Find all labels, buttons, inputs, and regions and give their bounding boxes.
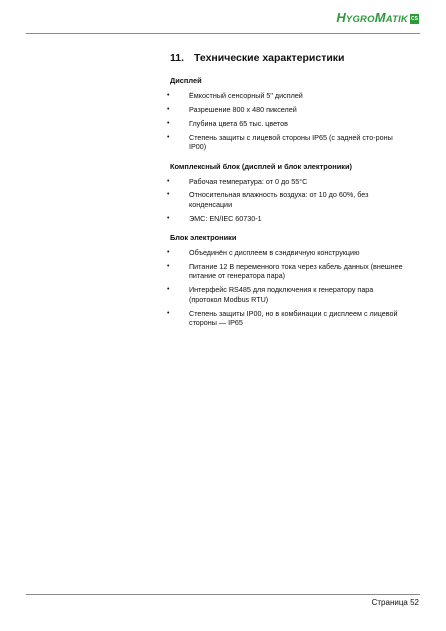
list-item: • Разрешение 800 x 480 пикселей [167,104,297,114]
bullet-list [167,177,407,224]
bullet-icon: • [167,249,170,257]
bullet-icon: • [167,177,170,185]
chapter-number: 11. [170,52,185,64]
list-item: • Рабочая температура: от 0 до 55°C [167,176,308,186]
bullet-icon: • [167,133,170,141]
section-heading: Комплексный блок (дисплей и блок электроники) [170,161,352,171]
chapter-heading [170,52,410,65]
chapter-title: Технические характеристики [194,52,345,64]
list-item: • Интерфейс RS485 для подключения к генератору пара (протокол Modbus RTU) [167,285,374,304]
section-electronics [167,233,410,328]
bullet-icon: • [167,309,170,317]
page-number: Страница 52 [371,598,419,607]
logo-badge: CS [411,16,418,22]
bullet-icon: • [167,191,170,199]
section-combined-unit [167,161,410,224]
list-item: • Степень защиты с лицевой стороны IP65 (с задней сто-роны IP00) [167,132,393,152]
list-item: • ЭМС: EN/IEC 60730-1 [167,213,262,223]
section-display [167,76,410,152]
bullet-icon: • [167,286,170,294]
bullet-icon: • [167,263,170,271]
header-divider [26,33,420,34]
bullet-list [167,91,407,152]
list-item: • Относительная влажность воздуха: от 10 до 60%, без конденсации [167,190,369,209]
list-item: • Питание 12 В переменного тока через кабель данных (внешнее питание от генератора пара) [167,262,403,281]
bullet-icon: • [167,105,170,113]
document-body [167,52,410,338]
list-item: • Объединён с дисплеем в сэндвичную конструкцию [167,248,360,258]
list-item: • Ёмкостный сенсорный 5" дисплей [167,91,303,100]
bullet-icon: • [167,119,170,127]
section-heading: Блок электроники [170,233,237,243]
hygromatik-logo [336,12,419,26]
bullet-icon: • [167,92,170,99]
footer-divider [26,594,420,595]
section-heading: Дисплей [170,76,202,85]
bullet-icon: • [167,214,170,222]
bullet-list [167,248,407,327]
list-item: • Степень защиты IP00, но в комбинации с дисплеем с лицевой стороны — IP65 [167,308,398,328]
list-item: • Глубина цвета 65 тыс. цветов [167,118,288,128]
logo-wordmark: HYGROMATIK [336,10,408,25]
